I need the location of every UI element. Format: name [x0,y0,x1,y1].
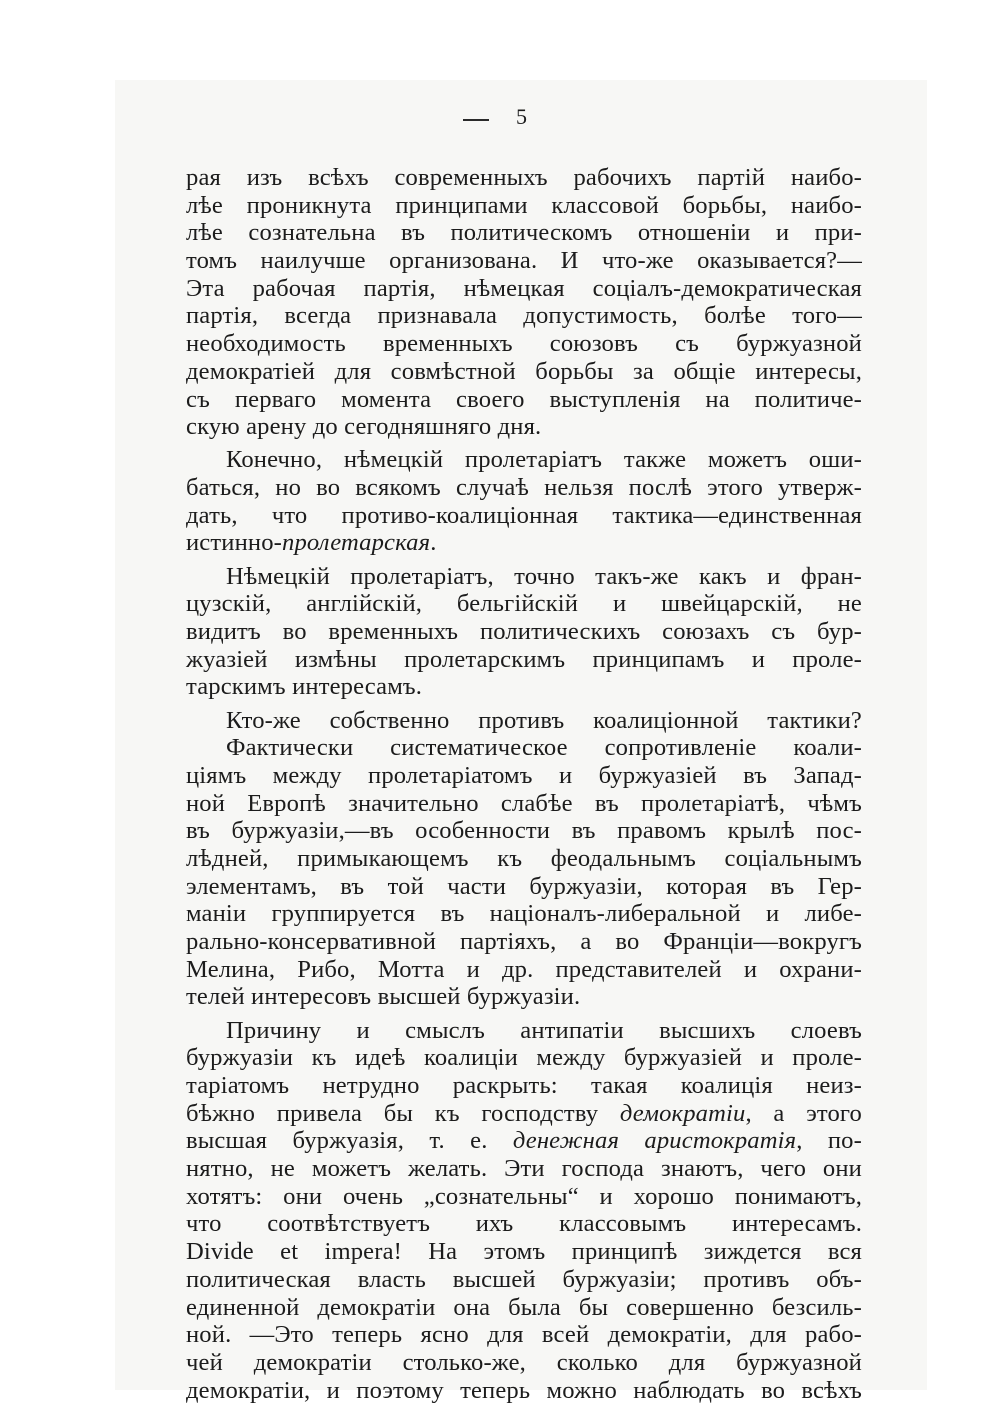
paragraph-6 [186,1017,862,1405]
paragraph-5 [186,734,862,1011]
page-number: 5 [516,104,527,129]
text-line: баться, но во всякомъ случаѣ нельзя послѣ этого утверж- [186,474,862,502]
text-line [186,1100,862,1128]
text-line: таріатомъ нетрудно раскрыть: такая коалиція неиз- [186,1072,862,1099]
text-line: томъ наилучше организована. И что-же оказывается?— [186,247,862,275]
text-line: рая изъ всѣхъ современныхъ рабочихъ партій наибо- [186,164,862,191]
text-line: Эта рабочая партія, нѣмецкая соціалъ-демократическая [186,274,862,302]
text-line: буржуазіи къ идеѣ коалиціи между буржуазіей и проле- [186,1044,862,1072]
text-fragment: . [430,529,437,557]
text-line: демократіи, и поэтому теперь можно наблюдать во всѣхъ [186,1376,862,1404]
text-line: Мелина, Рибо, Мотта и др. представителей и охрани- [186,955,862,983]
text-line: рально-консервативной партіяхъ, а во Франціи—вокругъ [186,928,862,956]
text-line: Divide et impera! На этомъ принципѣ зиждется вся [186,1238,862,1266]
text-line: цузскій, англійскій, бельгійскій и швейцарскій, не [186,590,862,618]
text-line: ціямъ между пролетаріатомъ и буржуазіей въ Запад- [186,761,862,789]
paragraph-1 [186,164,862,441]
page-header [0,102,1000,132]
text-line: Нѣмецкій пролетаріатъ, точно такъ-же какъ и фран- [226,562,862,590]
text-line: жуазіей измѣны пролетарскимъ принципамъ и проле- [186,645,862,673]
text-line: политическая власть высшей буржуазіи; противъ объ- [186,1265,862,1293]
text-line: тарскимъ интересамъ. [186,673,423,701]
text-fragment: высшая буржуазія, т. е. [186,1127,513,1155]
text-line: маніи группируется въ націоналъ-либеральной и либе- [186,900,862,928]
text-fragment: бѣжно привела бы къ господству [186,1099,620,1127]
text-fragment: , по- [796,1127,862,1155]
text-line: чей демократіи столько-же, сколько для буржуазной [186,1348,862,1376]
text-line: видитъ во временныхъ политическихъ союзахъ съ бур- [186,618,862,645]
text-line: партія, всегда признавала допустимость, болѣе того— [186,302,862,330]
text-line [186,1127,862,1155]
text-line: хотятъ: они очень „сознательны“ и хорошо понимаютъ, [186,1182,862,1210]
text-line: съ перваго момента своего выступленія на политиче- [186,385,862,413]
text-line: Причину и смыслъ антипатіи высшихъ слоевъ [226,1016,862,1044]
text-line: дать, что противо-коалиціонная тактика—единственная [186,501,862,529]
text-line: необходимость временныхъ союзовъ съ буржуазной [186,330,862,358]
italic-word: пролетарская [282,529,431,557]
text-line: Конечно, нѣмецкій пролетаріатъ также можетъ оши- [226,446,862,474]
text-line: Фактически систематическое сопротивленіе коали- [226,734,862,762]
text-line: телей интересовъ высшей буржуазіи. [186,983,581,1011]
text-line: демократіей для совмѣстной борьбы за общіе интересы, [186,357,862,385]
text-line: ной Европѣ значительно слабѣе въ пролетаріатѣ, чѣмъ [186,789,862,817]
header-dash [463,119,489,121]
text-line: элементамъ, въ той части буржуазіи, которая въ Гер- [186,872,862,900]
paragraph-3 [186,563,862,701]
text-line: Кто-же собственно противъ коалиціонной тактики? [226,706,862,734]
paragraph-2 [186,446,862,557]
text-line: что соотвѣтствуетъ ихъ классовымъ интересамъ. [186,1210,862,1238]
text-line [186,529,862,557]
text-fragment: , а этого [745,1099,862,1127]
text-fragment: истинно- [186,529,282,557]
body-text [186,164,862,1404]
text-line: лѣе сознательна въ политическомъ отношеніи и при- [186,219,862,247]
text-line: единенной демократіи она была бы совершенно безсиль- [186,1293,862,1321]
italic-word: денежная аристократія [512,1127,797,1155]
paragraph-4 [186,707,862,735]
text-line: ной. —Это теперь ясно для всей демократіи, для рабо- [186,1321,862,1349]
text-line: въ буржуазіи,—въ особенности въ правомъ крылѣ пос- [186,817,862,845]
text-line: лѣдней, примыкающемъ къ феодальнымъ соціальнымъ [186,845,862,872]
text-line: нятно, не можетъ желать. Эти господа знаютъ, чего они [186,1155,862,1183]
text-line: лѣе проникнута принципами классовой борьбы, наибо- [186,191,862,219]
italic-word: демократіи [619,1099,746,1127]
text-line: скую арену до сегодняшняго дня. [186,413,542,441]
